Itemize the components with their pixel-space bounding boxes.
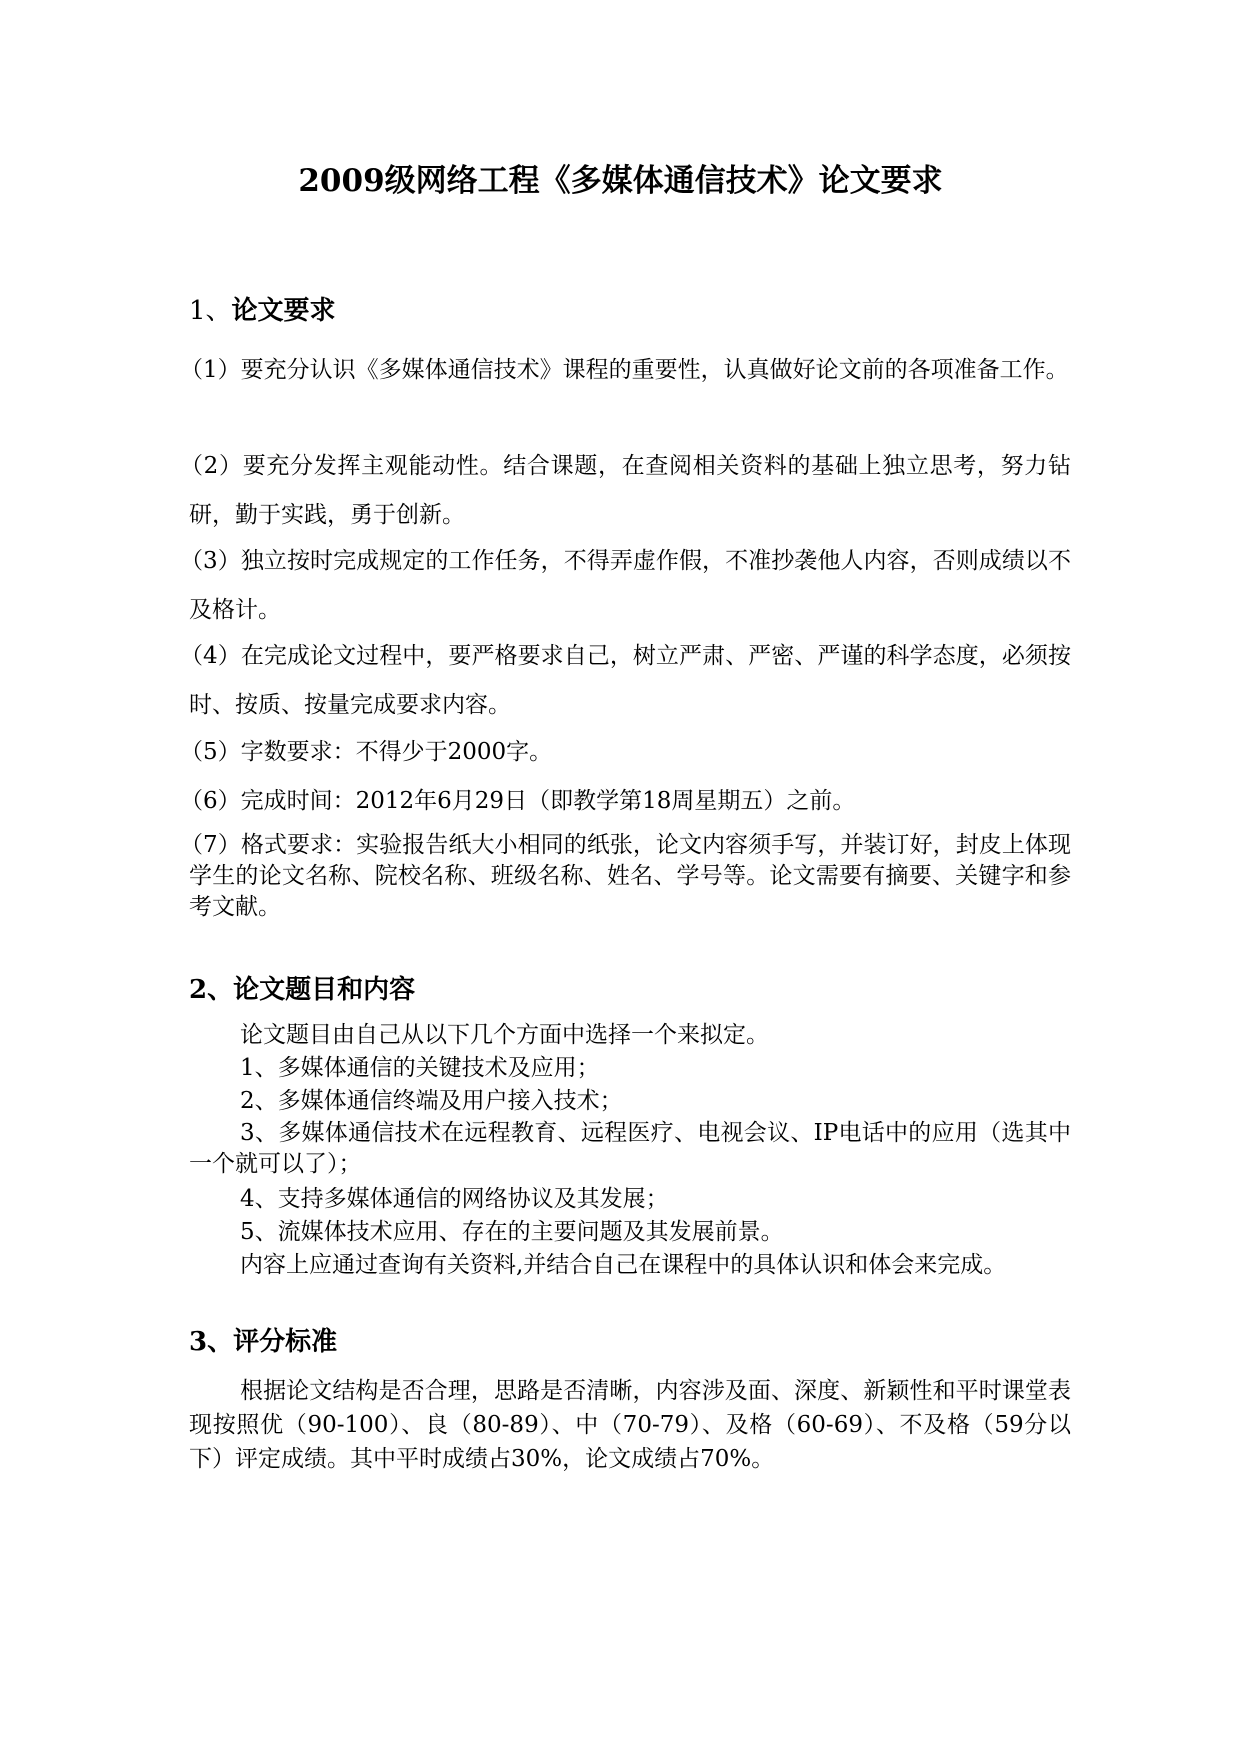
section-2-heading (189, 968, 415, 1012)
topic-item-1: 1、多媒体通信的关键技术及应用； (240, 1055, 600, 1081)
topic-item-2: 2、多媒体通信终端及用户接入技术； (240, 1088, 623, 1114)
document-title: 2009级网络工程《多媒体通信技术》论文要求 (298, 163, 943, 199)
section-1-number: 1、 (189, 296, 232, 326)
requirement-item-2: （2）要充分发挥主观能动性。结合课题，在查阅相关资料的基础上独立思考，努力钻研，勤于实践，勇于创新。 (180, 453, 1071, 528)
section-1-heading (189, 289, 336, 333)
topic-item-3: 3、多媒体通信技术在远程教育、远程医疗、电视会议、IP电话中的应用（选其中一个就可以了）； (189, 1120, 1071, 1177)
requirement-item-5: （5）字数要求：不得少于2000字。 (180, 739, 553, 765)
section-2-number: 2、 (189, 975, 234, 1005)
section-3-number: 3、 (189, 1327, 234, 1357)
section-3-title: 评分标准 (233, 1327, 338, 1357)
requirement-item-6: （6）完成时间：2012年6月29日（即教学第18周星期五）之前。 (180, 788, 856, 814)
section-1-title: 论文要求 (231, 296, 336, 326)
topic-item-5: 5、流媒体技术应用、存在的主要问题及其发展前景。 (240, 1219, 784, 1245)
section-2-title: 论文题目和内容 (233, 975, 416, 1005)
section-3-heading (189, 1320, 337, 1364)
requirement-item-4: （4）在完成论文过程中，要严格要求自己，树立严肃、严密、严谨的科学态度，必须按时、按质、按量完成要求内容。 (180, 643, 1071, 718)
topic-item-4: 4、支持多媒体通信的网络协议及其发展； (240, 1186, 669, 1212)
topic-intro: 论文题目由自己从以下几个方面中选择一个来拟定。 (240, 1022, 769, 1048)
topic-closing: 内容上应通过查询有关资料,并结合自己在课程中的具体认识和体会来完成。 (240, 1252, 1007, 1278)
requirement-item-7: （7）格式要求：实验报告纸大小相同的纸张，论文内容须手写，并装订好，封皮上体现学生的论文名称、院校名称、班级名称、姓名、学号等。论文需要有摘要、关键字和参考文献。 (180, 832, 1071, 920)
requirement-item-3: （3）独立按时完成规定的工作任务，不得弄虚作假，不准抄袭他人内容，否则成绩以不及格计。 (180, 548, 1071, 623)
requirement-item-1: （1）要充分认识《多媒体通信技术》课程的重要性，认真做好论文前的各项准备工作。 (180, 357, 1069, 383)
grading-criteria: 根据论文结构是否合理，思路是否清晰，内容涉及面、深度、新颖性和平时课堂表现按照优（90-100）、良（80-89）、中（70-79）、及格（60-69）、不及格（59分以下）评定成绩。其中平时成绩占30%，论文成绩占70%。 (189, 1378, 1071, 1472)
